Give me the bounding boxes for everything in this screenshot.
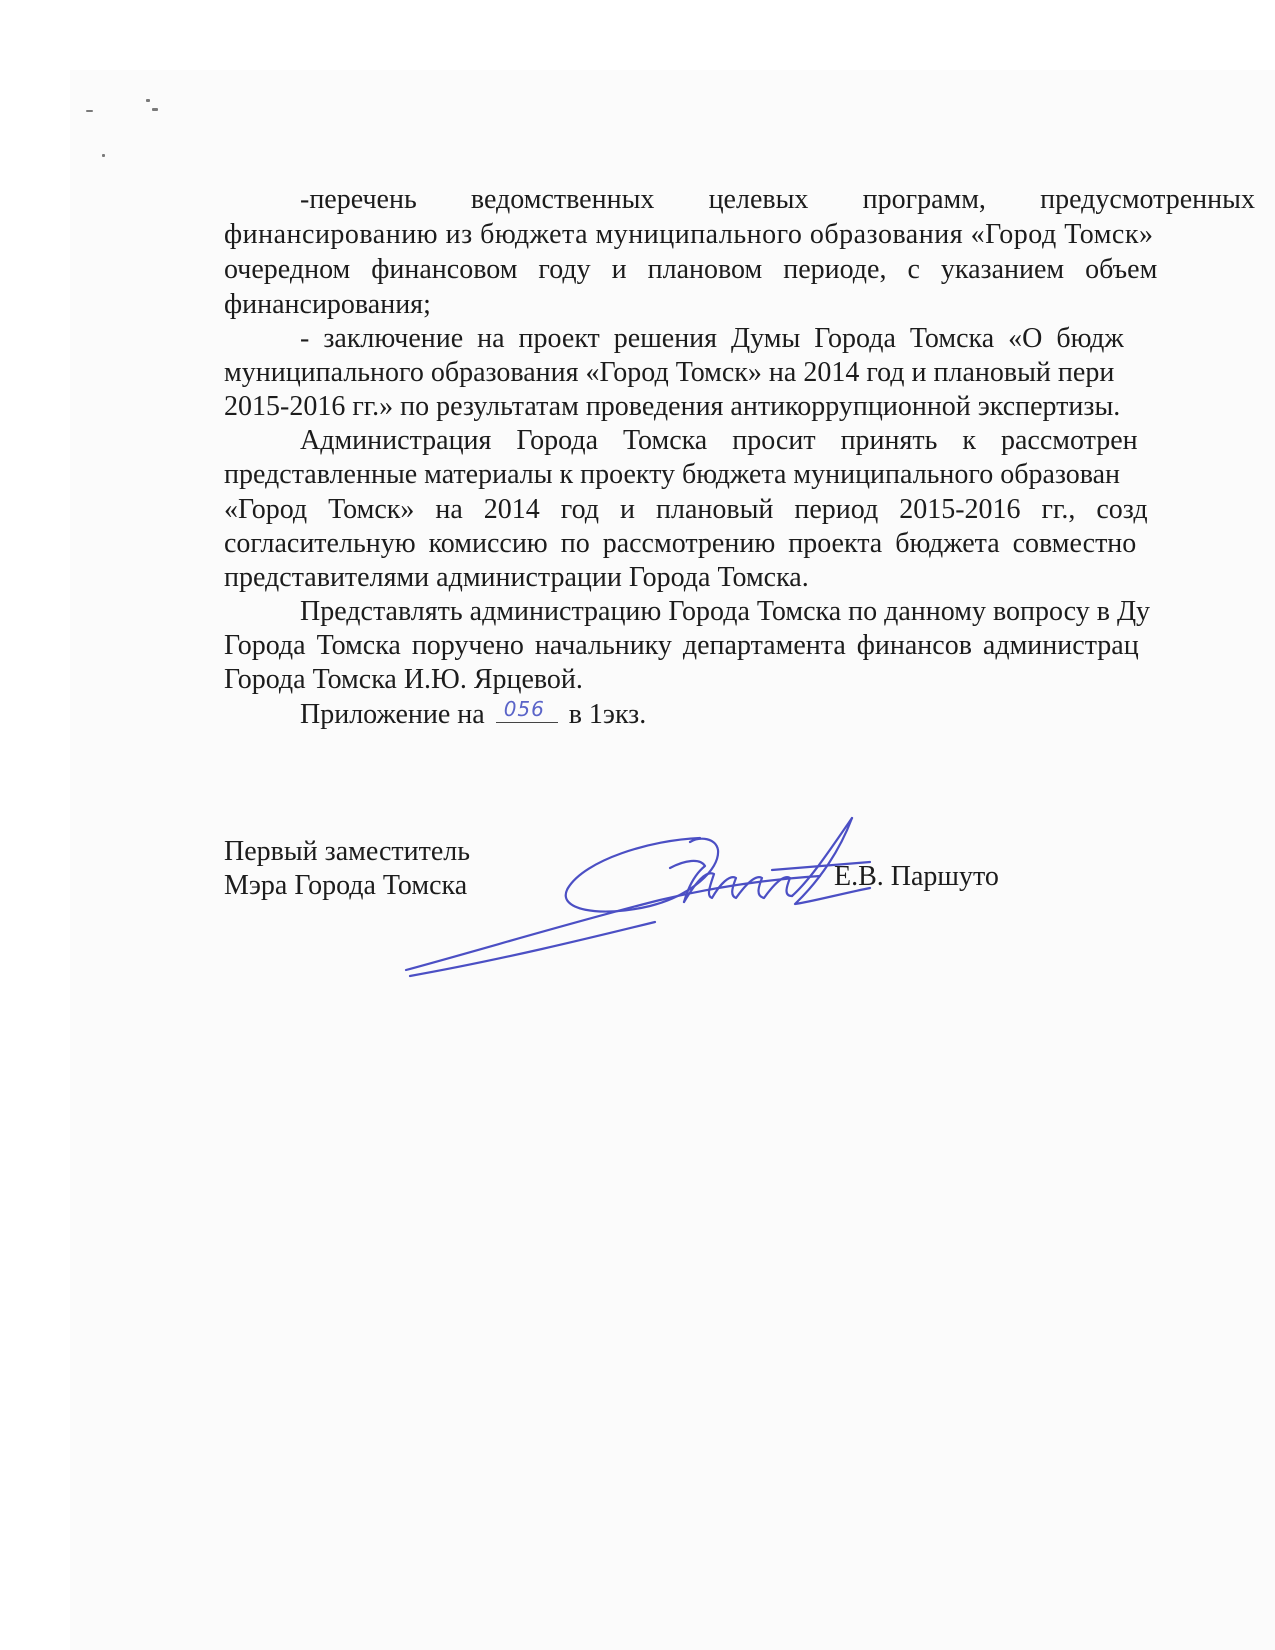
signatory-title-line-2: Мэра Города Томска: [224, 870, 468, 901]
paragraph-4-line-1: Представлять администрацию Города Томска по данному вопросу в Ду: [300, 596, 1151, 627]
paragraph-1-line-3: очередном финансовом году и плановом периоде, с указанием объем: [224, 254, 1158, 285]
paragraph-4-line-3: Города Томска И.Ю. Ярцевой.: [224, 664, 583, 695]
paragraph-2-line-3: 2015-2016 гг.» по результатам проведения антикоррупционной экспертизы.: [224, 391, 1121, 422]
paragraph-3-line-3: «Город Томск» на 2014 год и плановый период 2015-2016 гг., созд: [224, 494, 1148, 525]
paragraph-1-line-1: [300, 183, 1255, 217]
attachment-pages-blank: [496, 698, 558, 723]
paragraph-3-line-4: согласительную комиссию по рассмотрению проекта бюджета совместно: [224, 528, 1137, 559]
scan-speck: [152, 108, 158, 111]
word: предусмотренных: [1040, 184, 1255, 215]
attachment-suffix: в 1экз.: [568, 699, 647, 730]
paragraph-3-line-5: представителями администрации Города Томска.: [224, 562, 809, 593]
signatory-title-line-1: Первый заместитель: [224, 836, 471, 867]
paragraph-1-line-2: финансированию из бюджета муниципального образования «Город Томск»: [224, 219, 1154, 250]
paragraph-2-line-1: - заключение на проект решения Думы Города Томска «О бюдж: [300, 323, 1124, 354]
scan-speck: [146, 99, 150, 102]
paragraph-2-line-2: муниципального образования «Город Томск» на 2014 год и плановый пери: [224, 357, 1115, 388]
word: программ,: [862, 184, 986, 215]
scan-speck: [102, 154, 105, 157]
attachment-prefix: Приложение на: [300, 699, 485, 730]
attachment-pages-handwritten: 056: [503, 697, 545, 721]
signer-name: Е.В. Паршуто: [834, 861, 999, 892]
word: целевых: [708, 184, 809, 215]
word: -перечень: [300, 184, 417, 215]
attachment-line: [300, 698, 646, 732]
paragraph-3-line-2: представленные материалы к проекту бюджета муниципального образован: [224, 459, 1121, 490]
paragraph-3-line-1: Администрация Города Томска просит принять к рассмотрен: [300, 425, 1138, 456]
paragraph-1-line-4: финансирования;: [224, 289, 431, 320]
word: ведомственных: [470, 184, 655, 215]
handwritten-signature: [400, 810, 880, 985]
paragraph-4-line-2: Города Томска поручено начальнику департамента финансов администрац: [224, 630, 1139, 661]
scan-speck: [86, 110, 93, 112]
scan-margin: [0, 0, 70, 1650]
